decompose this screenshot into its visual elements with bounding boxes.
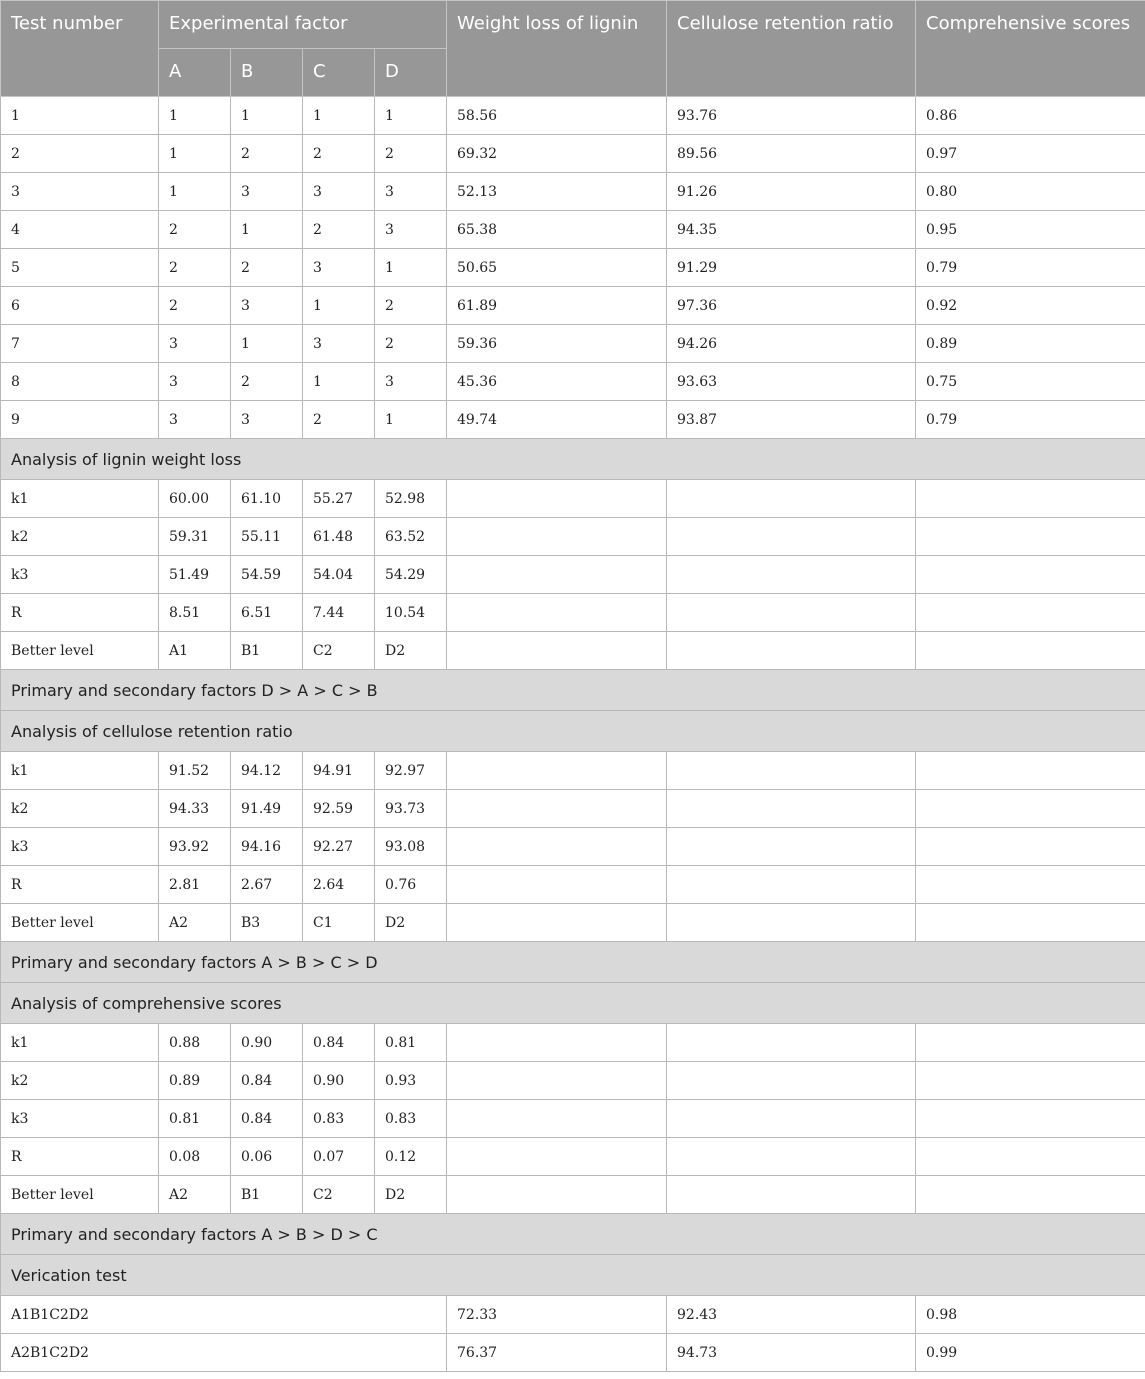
empty-cell (447, 752, 667, 790)
cell: 49.74 (447, 401, 667, 439)
cell: 1 (375, 249, 447, 287)
cell: 94.12 (231, 752, 303, 790)
cell: B1 (231, 632, 303, 670)
cell: 0.80 (916, 173, 1145, 211)
table-row (1, 287, 1145, 325)
cell: 0.81 (375, 1024, 447, 1062)
empty-cell (667, 1100, 916, 1138)
cell: 93.08 (375, 828, 447, 866)
cell: 2 (159, 249, 231, 287)
cell: 3 (303, 325, 375, 363)
header-weight-loss: Weight loss of lignin (447, 1, 667, 97)
cell: 92.59 (303, 790, 375, 828)
empty-cell (916, 866, 1145, 904)
table-row (1, 135, 1145, 173)
empty-cell (916, 1176, 1145, 1214)
table-row (1, 904, 1145, 942)
cell: 97.36 (667, 287, 916, 325)
cell: 3 (375, 211, 447, 249)
cell: 59.31 (159, 518, 231, 556)
header-cellulose-retention: Cellulose retention ratio (667, 1, 916, 97)
table-row (1, 828, 1145, 866)
cell: 1 (231, 211, 303, 249)
section-title-cellulose: Analysis of cellulose retention ratio (1, 711, 1145, 752)
cell: 92.27 (303, 828, 375, 866)
cell: 1 (303, 287, 375, 325)
empty-cell (667, 828, 916, 866)
cell: 9 (1, 401, 159, 439)
primary-factors-cellulose: Primary and secondary factors A > B > C > D (1, 942, 1145, 983)
section-title-lignin: Analysis of lignin weight loss (1, 439, 1145, 480)
cell: 0.89 (916, 325, 1145, 363)
cell: 2 (303, 401, 375, 439)
cell: 2 (231, 249, 303, 287)
cell: 8.51 (159, 594, 231, 632)
cell: 0.83 (303, 1100, 375, 1138)
cell: 65.38 (447, 211, 667, 249)
cell: 94.26 (667, 325, 916, 363)
table-row (1, 1100, 1145, 1138)
cell: 3 (375, 173, 447, 211)
empty-cell (667, 790, 916, 828)
header-comprehensive-scores: Comprehensive scores (916, 1, 1145, 97)
cell: k2 (1, 1062, 159, 1100)
empty-cell (667, 1138, 916, 1176)
cell: 58.56 (447, 97, 667, 135)
cell: 0.83 (375, 1100, 447, 1138)
cell: 0.79 (916, 401, 1145, 439)
cell: 0.90 (231, 1024, 303, 1062)
cell: 0.84 (231, 1062, 303, 1100)
empty-cell (916, 556, 1145, 594)
cell: 10.54 (375, 594, 447, 632)
cell: 0.97 (916, 135, 1145, 173)
cell: 1 (159, 135, 231, 173)
empty-cell (447, 1024, 667, 1062)
empty-cell (916, 1062, 1145, 1100)
empty-cell (447, 632, 667, 670)
cell: C2 (303, 1176, 375, 1214)
cell: 0.76 (375, 866, 447, 904)
empty-cell (916, 1138, 1145, 1176)
empty-cell (447, 1138, 667, 1176)
cell: 61.89 (447, 287, 667, 325)
table-row (1, 1138, 1145, 1176)
empty-cell (667, 904, 916, 942)
cell: 0.89 (159, 1062, 231, 1100)
empty-cell (667, 1062, 916, 1100)
table-row (1, 480, 1145, 518)
cell: 0.99 (916, 1334, 1145, 1372)
table-row (1, 325, 1145, 363)
section-title-comprehensive: Analysis of comprehensive scores (1, 983, 1145, 1024)
header-factor-b: B (231, 49, 303, 97)
cell: 3 (231, 173, 303, 211)
cell: 50.65 (447, 249, 667, 287)
cell: 55.11 (231, 518, 303, 556)
cell: 89.56 (667, 135, 916, 173)
empty-cell (447, 518, 667, 556)
cell: 2.64 (303, 866, 375, 904)
cell: 2.67 (231, 866, 303, 904)
table-row (1, 790, 1145, 828)
table-row (1, 1176, 1145, 1214)
cell: 2 (1, 135, 159, 173)
cell: 1 (375, 97, 447, 135)
cell: 1 (303, 363, 375, 401)
cell: A1 (159, 632, 231, 670)
cell: 1 (159, 173, 231, 211)
cell: k2 (1, 518, 159, 556)
table-row (1, 866, 1145, 904)
cell: Better level (1, 904, 159, 942)
cell: 0.75 (916, 363, 1145, 401)
cell: 93.92 (159, 828, 231, 866)
table-row (1, 363, 1145, 401)
table-row (1, 1024, 1145, 1062)
cell: 63.52 (375, 518, 447, 556)
cell: 91.26 (667, 173, 916, 211)
cell: 51.49 (159, 556, 231, 594)
empty-cell (447, 790, 667, 828)
cell: 0.95 (916, 211, 1145, 249)
cell: 69.32 (447, 135, 667, 173)
empty-cell (447, 866, 667, 904)
cell: 1 (303, 97, 375, 135)
empty-cell (667, 594, 916, 632)
cell: 94.73 (667, 1334, 916, 1372)
cell: R (1, 594, 159, 632)
cell: D2 (375, 632, 447, 670)
cell: 1 (159, 97, 231, 135)
table-row (1, 97, 1145, 135)
cell: A2B1C2D2 (1, 1334, 447, 1372)
empty-cell (447, 480, 667, 518)
cell: 0.08 (159, 1138, 231, 1176)
empty-cell (916, 594, 1145, 632)
cell: 5 (1, 249, 159, 287)
empty-cell (916, 518, 1145, 556)
empty-cell (916, 632, 1145, 670)
cell: 7 (1, 325, 159, 363)
header-factor-a: A (159, 49, 231, 97)
cell: 0.84 (231, 1100, 303, 1138)
cell: 55.27 (303, 480, 375, 518)
empty-cell (916, 480, 1145, 518)
cell: 2 (303, 211, 375, 249)
empty-cell (447, 1062, 667, 1100)
cell: 0.98 (916, 1296, 1145, 1334)
empty-cell (447, 904, 667, 942)
header-factor-c: C (303, 49, 375, 97)
empty-cell (667, 480, 916, 518)
section-title-verification: Verication test (1, 1255, 1145, 1296)
table-row (1, 632, 1145, 670)
cell: 54.29 (375, 556, 447, 594)
cell: 45.36 (447, 363, 667, 401)
cell: 92.97 (375, 752, 447, 790)
empty-cell (916, 1100, 1145, 1138)
cell: 1 (231, 97, 303, 135)
cell: B3 (231, 904, 303, 942)
empty-cell (447, 556, 667, 594)
cell: k1 (1, 752, 159, 790)
cell: B1 (231, 1176, 303, 1214)
empty-cell (667, 752, 916, 790)
cell: A2 (159, 1176, 231, 1214)
cell: 94.91 (303, 752, 375, 790)
cell: Better level (1, 1176, 159, 1214)
empty-cell (447, 828, 667, 866)
cell: 2 (159, 211, 231, 249)
cell: 8 (1, 363, 159, 401)
empty-cell (667, 556, 916, 594)
cell: 0.92 (916, 287, 1145, 325)
cell: 1 (1, 97, 159, 135)
cell: 2.81 (159, 866, 231, 904)
cell: k1 (1, 1024, 159, 1062)
cell: 3 (159, 325, 231, 363)
empty-cell (667, 866, 916, 904)
cell: 0.93 (375, 1062, 447, 1100)
cell: 7.44 (303, 594, 375, 632)
primary-factors-comprehensive: Primary and secondary factors A > B > D > C (1, 1214, 1145, 1255)
cell: A2 (159, 904, 231, 942)
cell: C2 (303, 632, 375, 670)
cell: k1 (1, 480, 159, 518)
primary-factors-lignin: Primary and secondary factors D > A > C > B (1, 670, 1145, 711)
cell: 2 (375, 287, 447, 325)
cell: Better level (1, 632, 159, 670)
cell: 52.98 (375, 480, 447, 518)
cell: 2 (375, 325, 447, 363)
cell: 0.90 (303, 1062, 375, 1100)
cell: 0.06 (231, 1138, 303, 1176)
cell: 4 (1, 211, 159, 249)
cell: k2 (1, 790, 159, 828)
header-experimental-factor: Experimental factor (159, 1, 447, 49)
cell: 3 (303, 173, 375, 211)
cell: 3 (1, 173, 159, 211)
cell: 93.73 (375, 790, 447, 828)
cell: 72.33 (447, 1296, 667, 1334)
cell: 3 (159, 401, 231, 439)
cell: 54.04 (303, 556, 375, 594)
table-row (1, 518, 1145, 556)
cell: 0.79 (916, 249, 1145, 287)
cell: 92.43 (667, 1296, 916, 1334)
table-row (1, 1062, 1145, 1100)
cell: 93.87 (667, 401, 916, 439)
cell: 0.88 (159, 1024, 231, 1062)
cell: R (1, 1138, 159, 1176)
header-test-number: Test number (1, 1, 159, 97)
cell: 1 (231, 325, 303, 363)
empty-cell (916, 1024, 1145, 1062)
cell: 0.12 (375, 1138, 447, 1176)
cell: 0.86 (916, 97, 1145, 135)
cell: 0.07 (303, 1138, 375, 1176)
cell: 94.35 (667, 211, 916, 249)
cell: 0.81 (159, 1100, 231, 1138)
cell: 1 (375, 401, 447, 439)
table-row (1, 249, 1145, 287)
cell: 3 (231, 401, 303, 439)
cell: 2 (375, 135, 447, 173)
cell: 0.84 (303, 1024, 375, 1062)
table-header (1, 1, 1145, 97)
cell: D2 (375, 1176, 447, 1214)
table-row (1, 556, 1145, 594)
table-row (1, 1296, 1145, 1334)
cell: 91.29 (667, 249, 916, 287)
header-factor-d: D (375, 49, 447, 97)
empty-cell (916, 904, 1145, 942)
empty-cell (916, 752, 1145, 790)
table-row (1, 173, 1145, 211)
cell: 91.52 (159, 752, 231, 790)
cell: 3 (375, 363, 447, 401)
empty-cell (916, 828, 1145, 866)
cell: 94.33 (159, 790, 231, 828)
cell: 6 (1, 287, 159, 325)
table-body (1, 97, 1145, 1372)
empty-cell (916, 790, 1145, 828)
table-row (1, 1334, 1145, 1372)
cell: 61.10 (231, 480, 303, 518)
cell: 2 (159, 287, 231, 325)
cell: 76.37 (447, 1334, 667, 1372)
empty-cell (667, 1024, 916, 1062)
table-row (1, 401, 1145, 439)
cell: 91.49 (231, 790, 303, 828)
empty-cell (667, 1176, 916, 1214)
cell: 2 (231, 363, 303, 401)
table-row (1, 594, 1145, 632)
cell: C1 (303, 904, 375, 942)
cell: 60.00 (159, 480, 231, 518)
empty-cell (667, 632, 916, 670)
cell: D2 (375, 904, 447, 942)
cell: 3 (231, 287, 303, 325)
cell: 3 (159, 363, 231, 401)
cell: 2 (231, 135, 303, 173)
empty-cell (447, 1100, 667, 1138)
cell: k3 (1, 556, 159, 594)
cell: k3 (1, 1100, 159, 1138)
cell: 61.48 (303, 518, 375, 556)
cell: A1B1C2D2 (1, 1296, 447, 1334)
empty-cell (447, 1176, 667, 1214)
cell: 54.59 (231, 556, 303, 594)
empty-cell (447, 594, 667, 632)
cell: 93.63 (667, 363, 916, 401)
empty-cell (667, 518, 916, 556)
cell: 93.76 (667, 97, 916, 135)
cell: R (1, 866, 159, 904)
table-row (1, 752, 1145, 790)
cell: 6.51 (231, 594, 303, 632)
cell: 2 (303, 135, 375, 173)
cell: 94.16 (231, 828, 303, 866)
cell: 52.13 (447, 173, 667, 211)
cell: 59.36 (447, 325, 667, 363)
cell: k3 (1, 828, 159, 866)
cell: 3 (303, 249, 375, 287)
table-row (1, 211, 1145, 249)
